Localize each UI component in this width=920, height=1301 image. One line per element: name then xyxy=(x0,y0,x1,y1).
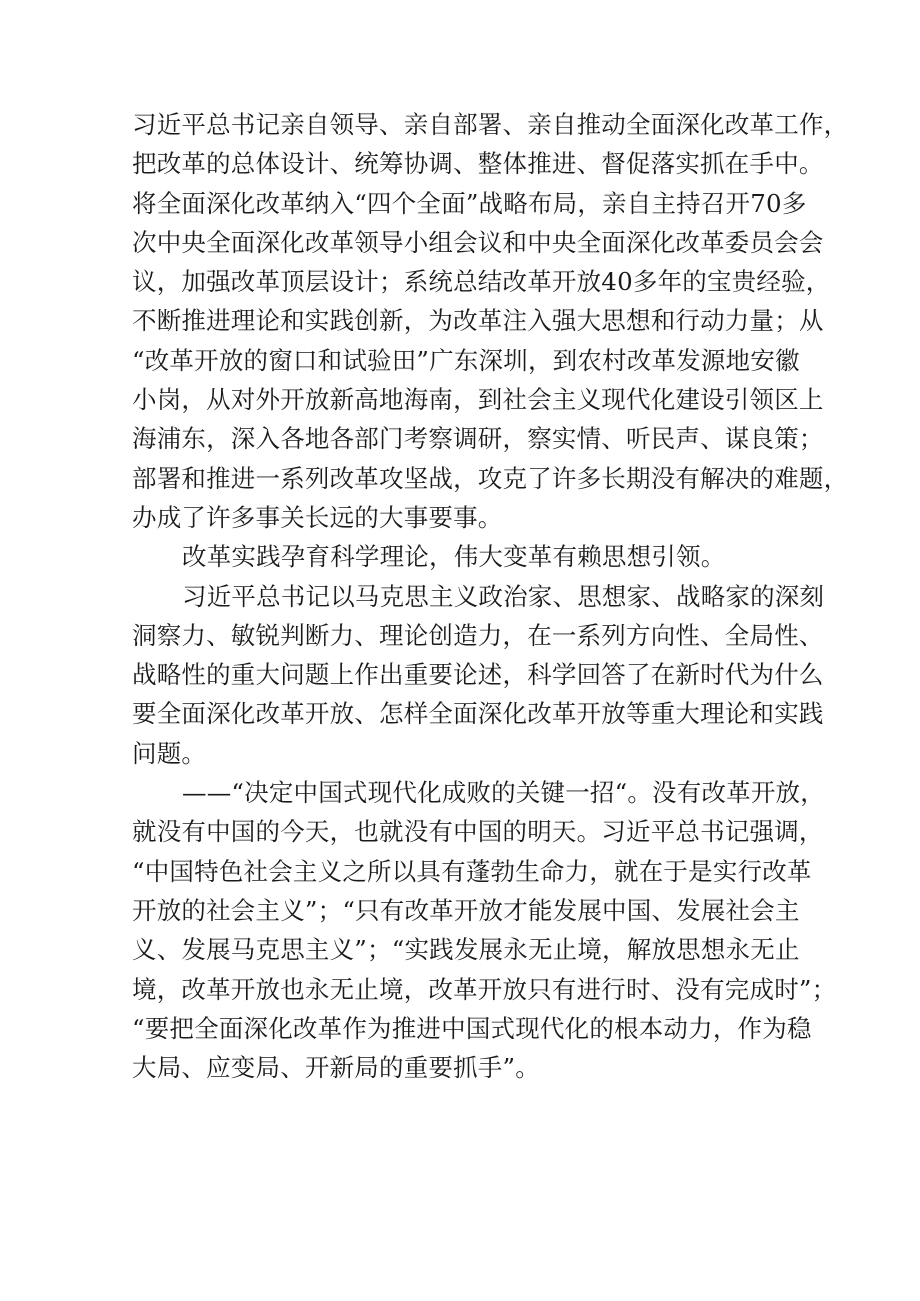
document-body xyxy=(132,105,849,1087)
paragraph-1 xyxy=(132,105,849,537)
text-line: 办成了许多事关长远的大事要事。 xyxy=(132,502,503,532)
text-line: “改革开放的窗口和试验田”广东深圳，到农村改革发源地安徽 xyxy=(132,345,800,375)
text-line: 不断推进理论和实践创新，为改革注入强大思想和行动力量；从 xyxy=(132,306,824,336)
text-line: 战略性的重大问题上作出重要论述，科学回答了在新时代为什么 xyxy=(132,660,824,690)
text-line: 海浦东，深入各地各部门考察调研，察实情、听民声、谋良策； xyxy=(132,424,824,454)
text-line: 就没有中国的今天，也就没有中国的明天。习近平总书记强调， xyxy=(132,817,824,847)
paragraph-4 xyxy=(132,773,837,1087)
text-line: 习近平总书记亲自领导、亲自部署、亲自推动全面深化改革工作， xyxy=(132,110,849,139)
text-line: 议，加强改革顶层设计；系统总结改革开放40多年的宝贵经验， xyxy=(132,267,831,297)
text-line: 将全面深化改革纳入“四个全面”战略布局，亲自主持召开70多 xyxy=(132,188,807,218)
text-line: 小岗，从对外开放新高地海南，到社会主义现代化建设引领区上 xyxy=(132,385,824,415)
text-line: 改革实践孕育科学理论，伟大变革有赖思想引领。 xyxy=(182,542,726,572)
paragraph-3 xyxy=(132,577,825,773)
text-line: 开放的社会主义”；“只有改革开放才能发展中国、发展社会主 xyxy=(132,895,800,925)
text-line: 次中央全面深化改革领导小组会议和中央全面深化改革委员会会 xyxy=(132,227,824,257)
text-line: 洞察力、敏锐判断力、理论创造力，在一系列方向性、全局性、 xyxy=(132,620,824,650)
text-line: 大局、应变局、开新局的重要抓手”。 xyxy=(132,1053,540,1083)
text-line: “要把全面深化改革作为推进中国式现代化的根本动力，作为稳 xyxy=(132,1013,812,1043)
text-line: “中国特色社会主义之所以具有蓬勃生命力，就在于是实行改革 xyxy=(132,856,812,886)
text-line: 义、发展马克思主义”；“实践发展永无止境，解放思想永无止 xyxy=(132,935,800,965)
paragraph-2 xyxy=(132,537,802,576)
text-line: 要全面深化改革开放、怎样全面深化改革开放等重大理论和实践 xyxy=(132,699,824,729)
text-line: 问题。 xyxy=(132,738,207,768)
text-line: 习近平总书记以马克思主义政治家、思想家、战略家的深刻 xyxy=(182,581,825,611)
text-line: ——“决定中国式现代化成败的关键一招“。没有改革开放， xyxy=(182,778,825,808)
text-line: 把改革的总体设计、统筹协调、整体推进、督促落实抓在手中。 xyxy=(132,149,824,179)
text-line: 部署和推进一系列改革攻坚战，攻克了许多长期没有解决的难题， xyxy=(132,463,849,493)
text-line: 境，改革开放也永无止境，改革开放只有进行时、没有完成时”； xyxy=(132,974,837,1004)
